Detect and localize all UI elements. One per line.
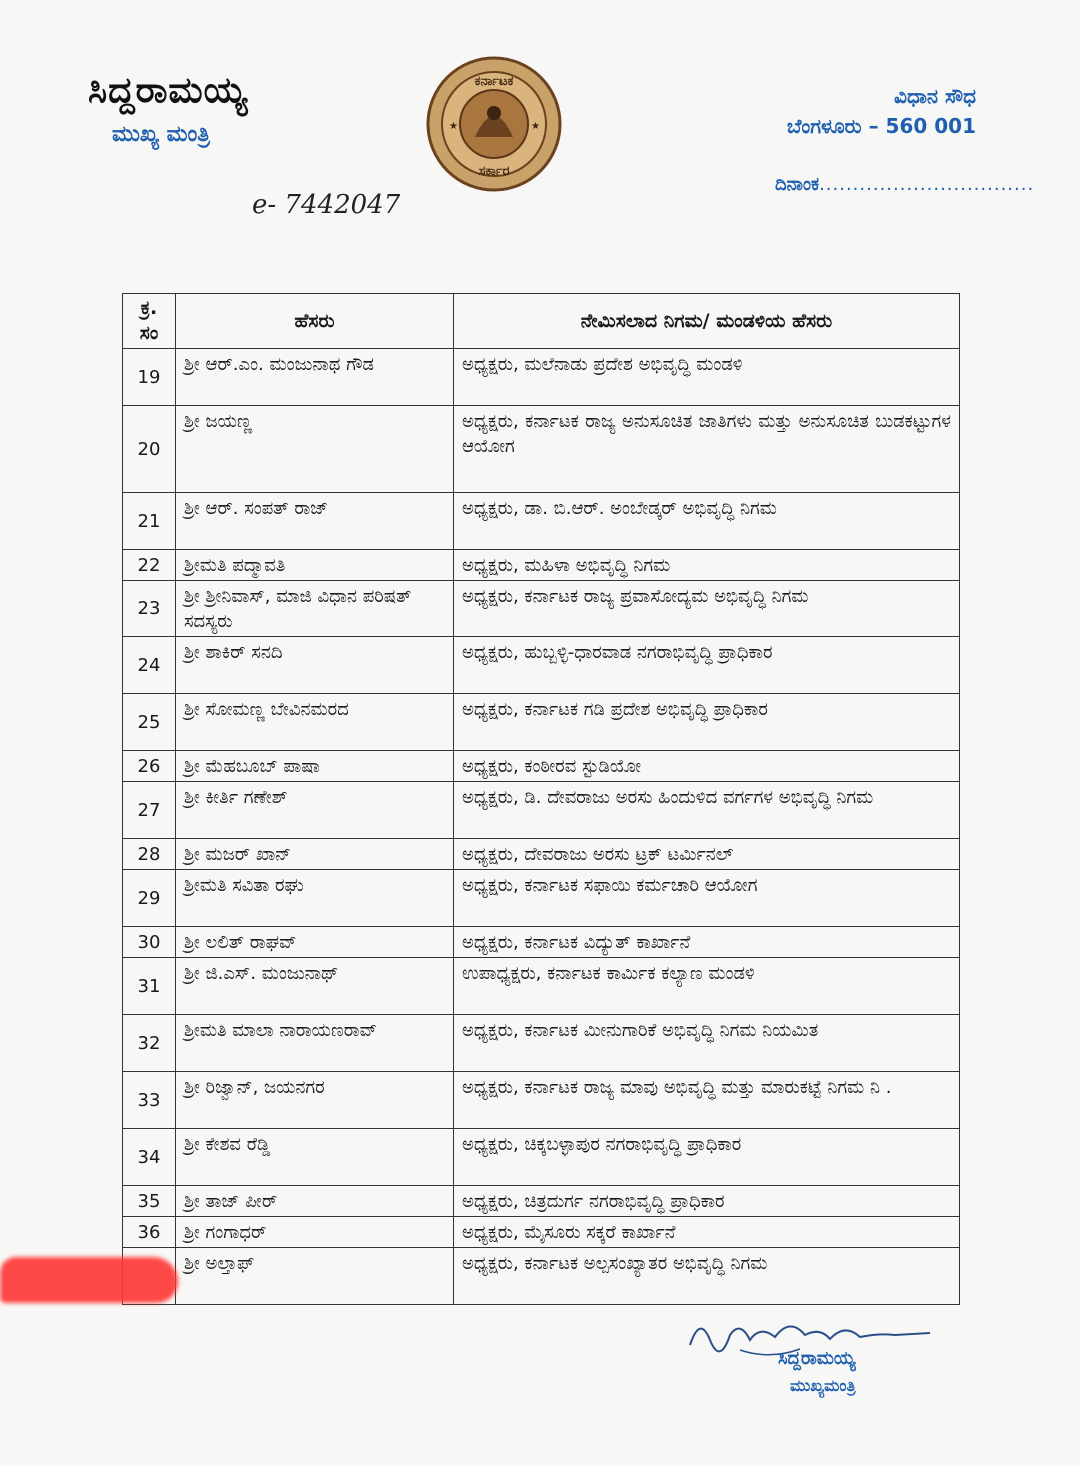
name-cell: ಶ್ರೀ ಶಾಕಿರ್ ಸನದಿ xyxy=(176,637,454,694)
handwritten-reference: e- 7442047 xyxy=(252,190,401,220)
name-cell: ಶ್ರೀಮತಿ ಸವಿತಾ ರಘು xyxy=(176,870,454,927)
name-cell: ಶ್ರೀ ಅಲ್ತಾಫ್ xyxy=(176,1248,454,1305)
table-row xyxy=(123,927,960,958)
table-row xyxy=(123,958,960,1015)
name-cell: ಶ್ರೀ ಜಯಣ್ಣ xyxy=(176,406,454,493)
post-cell: ಅಧ್ಯಕ್ಷರು, ಮಲೆನಾಡು ಪ್ರದೇಶ ಅಭಿವೃದ್ಧಿ ಮಂಡಳಿ xyxy=(454,349,960,406)
signatory-title: ಮುಖ್ಯಮಂತ್ರಿ xyxy=(790,1376,856,1395)
serial-cell: 36 xyxy=(123,1217,176,1248)
name-cell: ಶ್ರೀ ಆರ್.ಎಂ. ಮಂಜುನಾಥ ಗೌಡ xyxy=(176,349,454,406)
table-row xyxy=(123,1015,960,1072)
header-name: ಹೆಸರು xyxy=(176,294,454,349)
svg-text:★: ★ xyxy=(449,121,458,132)
serial-cell: 21 xyxy=(123,493,176,550)
table-row xyxy=(123,1186,960,1217)
post-cell: ಅಧ್ಯಕ್ಷರು, ಚಿತ್ರದುರ್ಗ ನಗರಾಭಿವೃದ್ಧಿ ಪ್ರಾಧಿಕಾರ xyxy=(454,1186,960,1217)
letterhead-name: ಸಿದ್ದರಾಮಯ್ಯ xyxy=(88,70,249,111)
serial-cell: 32 xyxy=(123,1015,176,1072)
table-row xyxy=(123,694,960,751)
name-cell: ಶ್ರೀ ಶ್ರೀನಿವಾಸ್, ಮಾಜಿ ವಿಧಾನ ಪರಿಷತ್ ಸದಸ್ಯರು xyxy=(176,581,454,637)
serial-cell: 29 xyxy=(123,870,176,927)
post-cell: ಅಧ್ಯಕ್ಷರು, ಡಿ. ದೇವರಾಜು ಅರಸು ಹಿಂದುಳಿದ ವರ್ಗಗಳ ಅಭಿವೃದ್ಧಿ ನಿಗಮ xyxy=(454,782,960,839)
serial-cell: 24 xyxy=(123,637,176,694)
address-line2: ಬೆಂಗಳೂರು – 560 001 xyxy=(786,114,976,138)
post-cell: ಅಧ್ಯಕ್ಷರು, ಚಿಕ್ಕಬಳ್ಳಾಪುರ ನಗರಾಭಿವೃದ್ಧಿ ಪ್ರಾಧಿಕಾರ xyxy=(454,1129,960,1186)
post-cell: ಅಧ್ಯಕ್ಷರು, ಮೈಸೂರು ಸಕ್ಕರೆ ಕಾರ್ಖಾನೆ xyxy=(454,1217,960,1248)
table-header-row xyxy=(123,294,960,349)
table-row xyxy=(123,550,960,581)
signatory-name: ಸಿದ್ದರಾಮಯ್ಯ xyxy=(778,1348,856,1369)
serial-cell: 22 xyxy=(123,550,176,581)
serial-cell: 34 xyxy=(123,1129,176,1186)
post-cell: ಅಧ್ಯಕ್ಷರು, ಕಂಠೀರವ ಸ್ಟುಡಿಯೋ xyxy=(454,751,960,782)
post-cell: ಉಪಾಧ್ಯಕ್ಷರು, ಕರ್ನಾಟಕ ಕಾರ್ಮಿಕ ಕಲ್ಯಾಣ ಮಂಡಳಿ xyxy=(454,958,960,1015)
post-cell: ಅಧ್ಯಕ್ಷರು, ದೇವರಾಜು ಅರಸು ಟ್ರಕ್ ಟರ್ಮಿನಲ್ xyxy=(454,839,960,870)
government-seal-icon xyxy=(425,55,563,193)
name-cell: ಶ್ರೀ ಗಂಗಾಧರ್ xyxy=(176,1217,454,1248)
serial-cell: 31 xyxy=(123,958,176,1015)
serial-cell: 26 xyxy=(123,751,176,782)
appointments-table xyxy=(122,293,960,1305)
table-row xyxy=(123,1072,960,1129)
address-line1: ವಿಧಾನ ಸೌಧ xyxy=(894,84,976,108)
table-row xyxy=(123,870,960,927)
post-cell: ಅಧ್ಯಕ್ಷರು, ಕರ್ನಾಟಕ ರಾಜ್ಯ ಮಾವು ಅಭಿವೃದ್ಧಿ ಮತ್ತು ಮಾರುಕಟ್ಟೆ ನಿಗಮ ನಿ . xyxy=(454,1072,960,1129)
post-cell: ಅಧ್ಯಕ್ಷರು, ಕರ್ನಾಟಕ ಗಡಿ ಪ್ರದೇಶ ಅಭಿವೃದ್ಧಿ ಪ್ರಾಧಿಕಾರ xyxy=(454,694,960,751)
post-cell: ಅಧ್ಯಕ್ಷರು, ಮಹಿಳಾ ಅಭಿವೃದ್ಧಿ ನಿಗಮ xyxy=(454,550,960,581)
date-dots: ................................ xyxy=(819,174,1035,195)
name-cell: ಶ್ರೀ ಕೇಶವ ರೆಡ್ಡಿ xyxy=(176,1129,454,1186)
table-row xyxy=(123,1217,960,1248)
post-cell: ಅಧ್ಯಕ್ಷರು, ಕರ್ನಾಟಕ ರಾಜ್ಯ ಅನುಸೂಚಿತ ಜಾತಿಗಳು ಮತ್ತು ಅನುಸೂಚಿತ ಬುಡಕಟ್ಟುಗಳ ಆಯೋಗ xyxy=(454,406,960,493)
name-cell: ಶ್ರೀ ಜಿ.ಎಸ್. ಮಂಜುನಾಥ್ xyxy=(176,958,454,1015)
post-cell: ಅಧ್ಯಕ್ಷರು, ಕರ್ನಾಟಕ ಅಲ್ಪಸಂಖ್ಯಾತರ ಅಭಿವೃದ್ಧಿ ನಿಗಮ xyxy=(454,1248,960,1305)
name-cell: ಶ್ರೀ ಮೆಹಬೂಬ್ ಪಾಷಾ xyxy=(176,751,454,782)
serial-cell: 25 xyxy=(123,694,176,751)
serial-cell: 30 xyxy=(123,927,176,958)
date-label: ದಿನಾಂಕ xyxy=(775,174,820,195)
table-row xyxy=(123,782,960,839)
post-cell: ಅಧ್ಯಕ್ಷರು, ಹುಬ್ಬಳ್ಳಿ-ಧಾರವಾಡ ನಗರಾಭಿವೃದ್ಧಿ ಪ್ರಾಧಿಕಾರ xyxy=(454,637,960,694)
post-cell: ಅಧ್ಯಕ್ಷರು, ಕರ್ನಾಟಕ ಸಫಾಯಿ ಕರ್ಮಚಾರಿ ಆಯೋಗ xyxy=(454,870,960,927)
table-row xyxy=(123,406,960,493)
letterhead-title: ಮುಖ್ಯ ಮಂತ್ರಿ xyxy=(112,122,210,147)
svg-text:ಕರ್ನಾಟಕ: ಕರ್ನಾಟಕ xyxy=(474,74,514,89)
date-field xyxy=(775,174,1034,195)
header-post: ನೇಮಿಸಲಾದ ನಿಗಮ/ ಮಂಡಳಿಯ ಹೆಸರು xyxy=(454,294,960,349)
serial-cell: 35 xyxy=(123,1186,176,1217)
serial-cell: 33 xyxy=(123,1072,176,1129)
name-cell: ಶ್ರೀಮತಿ ಮಾಲಾ ನಾರಾಯಣರಾವ್ xyxy=(176,1015,454,1072)
serial-cell: 28 xyxy=(123,839,176,870)
post-cell: ಅಧ್ಯಕ್ಷರು, ಕರ್ನಾಟಕ ವಿದ್ಯುತ್ ಕಾರ್ಖಾನೆ xyxy=(454,927,960,958)
table-row xyxy=(123,637,960,694)
table-row xyxy=(123,581,960,637)
name-cell: ಶ್ರೀ ಲಲಿತ್ ರಾಘವ್ xyxy=(176,927,454,958)
table-row xyxy=(123,751,960,782)
serial-cell: 20 xyxy=(123,406,176,493)
post-cell: ಅಧ್ಯಕ್ಷರು, ಕರ್ನಾಟಕ ರಾಜ್ಯ ಪ್ರವಾಸೋದ್ಯಮ ಅಭಿವೃದ್ಧಿ ನಿಗಮ xyxy=(454,581,960,637)
name-cell: ಶ್ರೀಮತಿ ಪದ್ಮಾವತಿ xyxy=(176,550,454,581)
table-row xyxy=(123,1129,960,1186)
table-row xyxy=(123,349,960,406)
redaction-mark xyxy=(0,1257,178,1303)
name-cell: ಶ್ರೀ ತಾಜ್ ಪೀರ್ xyxy=(176,1186,454,1217)
name-cell: ಶ್ರೀ ರಿಜ್ವಾನ್, ಜಯನಗರ xyxy=(176,1072,454,1129)
table-row xyxy=(123,493,960,550)
name-cell: ಶ್ರೀ ಸೋಮಣ್ಣ ಬೇವಿನಮರದ xyxy=(176,694,454,751)
header-serial: ಕ್ರ. ಸಂ xyxy=(123,294,176,349)
svg-text:ಸರ್ಕಾರ: ಸರ್ಕಾರ xyxy=(478,164,510,179)
name-cell: ಶ್ರೀ ಮಜರ್ ಖಾನ್ xyxy=(176,839,454,870)
svg-text:★: ★ xyxy=(531,121,540,132)
name-cell: ಶ್ರೀ ಕೀರ್ತಿ ಗಣೇಶ್ xyxy=(176,782,454,839)
serial-cell: 19 xyxy=(123,349,176,406)
serial-cell: 23 xyxy=(123,581,176,637)
table-row xyxy=(123,1248,960,1305)
serial-cell: 27 xyxy=(123,782,176,839)
name-cell: ಶ್ರೀ ಆರ್. ಸಂಪತ್ ರಾಜ್ xyxy=(176,493,454,550)
post-cell: ಅಧ್ಯಕ್ಷರು, ಕರ್ನಾಟಕ ಮೀನುಗಾರಿಕೆ ಅಭಿವೃದ್ಧಿ ನಿಗಮ ನಿಯಮಿತ xyxy=(454,1015,960,1072)
table-row xyxy=(123,839,960,870)
post-cell: ಅಧ್ಯಕ್ಷರು, ಡಾ. ಬಿ.ಆರ್. ಅಂಬೇಡ್ಕರ್ ಅಭಿವೃದ್ಧಿ ನಿಗಮ xyxy=(454,493,960,550)
